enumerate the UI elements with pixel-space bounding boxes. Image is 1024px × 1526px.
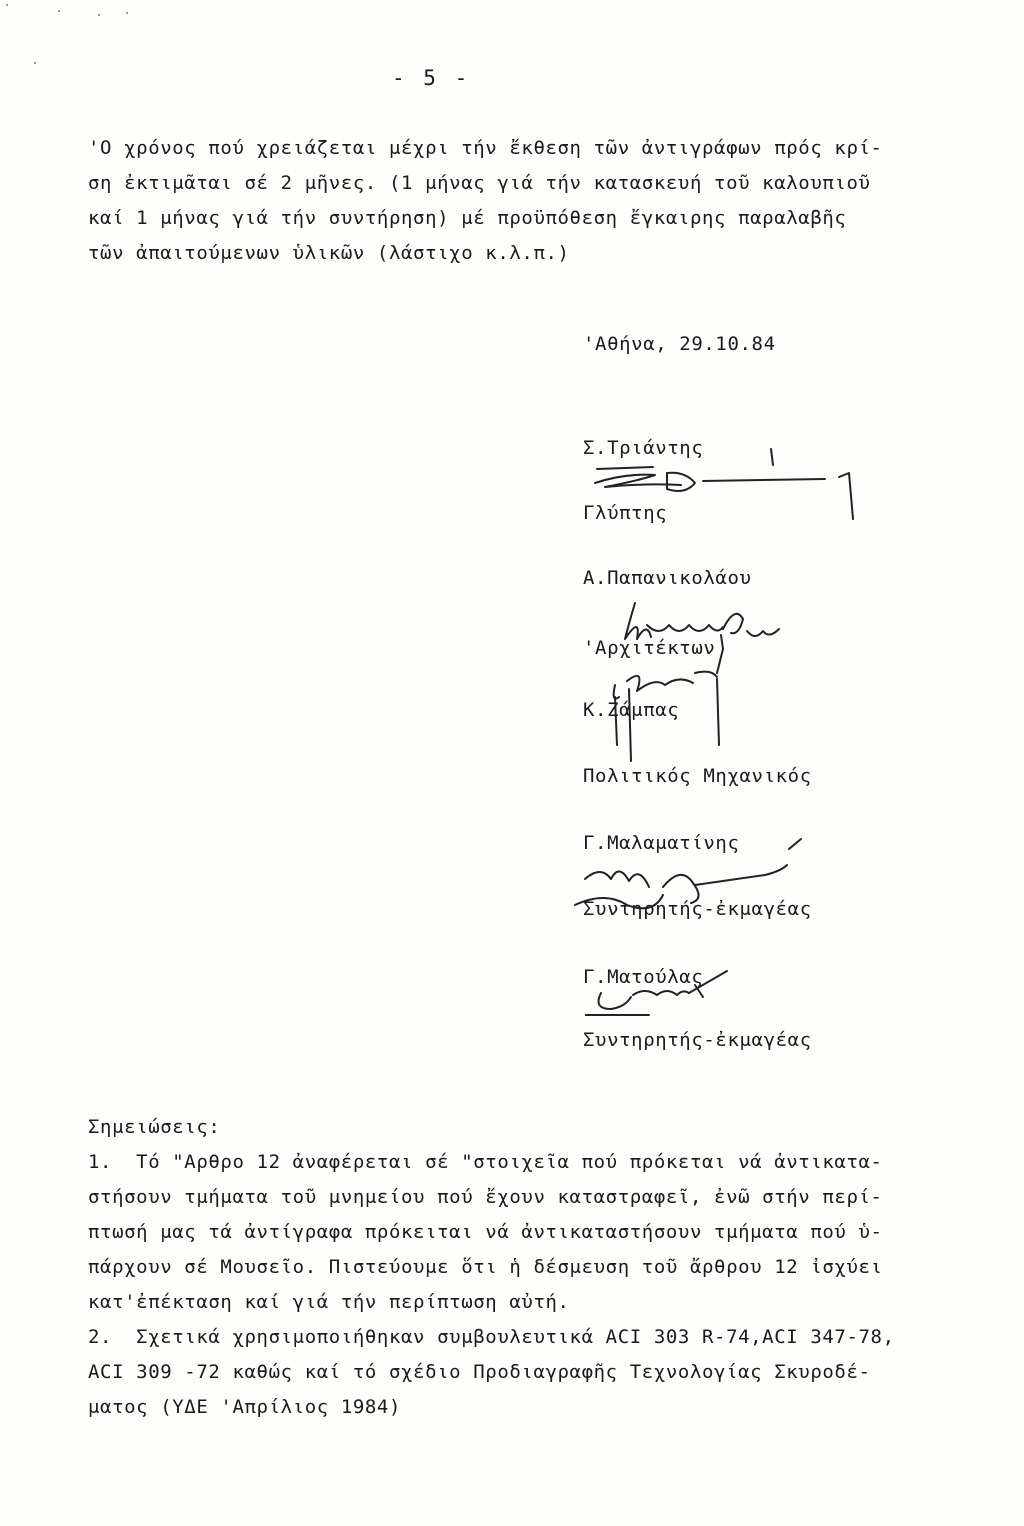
note-line: 2. Σχετικά χρησιμοποιήθηκαν συμβουλευτικά ACI 303 R-74,ACI 347-78,	[88, 1326, 895, 1348]
signatory-name: Α.Παπανικολάου	[583, 567, 752, 589]
signatory-role: 'Αρχιτέκτων	[583, 637, 716, 659]
signatory-name: Γ.Μαλαματίνης	[583, 832, 740, 854]
intro-line: τῶν ἀπαιτούμενων ὑλικῶν (λάστιχο κ.λ.π.)	[88, 242, 570, 264]
note-line: πάρχουν σέ Μουσεῖο. Πιστεύουμε ὅτι ἡ δέσμευση τοῦ ἄρθρου 12 ἰσχύει	[88, 1256, 883, 1278]
note-line: κατ'ἐπέκταση καί γιά τήν περίπτωση αὐτή.	[88, 1291, 570, 1313]
place-date: 'Αθήνα, 29.10.84	[583, 333, 776, 355]
signatory-role: Συντηρητής-ἐκμαγέας	[583, 898, 812, 920]
note-line: ματος (ΥΔΕ 'Απρίλιος 1984)	[88, 1396, 402, 1418]
intro-line: ση ἐκτιμᾶται σέ 2 μῆνες. (1 μήνας γιά τήν κατασκευή τοῦ καλουπιοῦ	[88, 172, 871, 194]
signatory-name: Σ.Τριάντης	[583, 437, 704, 459]
note-line: στήσουν τμήματα τοῦ μνημείου πού ἔχουν καταστραφεῖ, ἐνῶ στήν περί-	[88, 1186, 883, 1208]
signatory-name: Γ.Ματούλας	[583, 966, 704, 988]
intro-line: 'Ο χρόνος πού χρειάζεται μέχρι τήν ἔκθεση τῶν ἀντιγράφων πρός κρί-	[88, 137, 883, 159]
note-line: πτωσή μας τά ἀντίγραφα πρόκειται νά ἀντικαταστήσουν τμήματα πού ὑ-	[88, 1221, 883, 1243]
note-line: ACI 309 -72 καθώς καί τό σχέδιο Προδιαγραφῆς Τεχνολογίας Σκυροδέ-	[88, 1361, 871, 1383]
signatory-role: Πολιτικός Μηχανικός	[583, 765, 812, 787]
signatory-role: Γλύπτης	[583, 502, 668, 524]
page-number: - 5 -	[392, 66, 471, 90]
intro-line: καί 1 μήνας γιά τήν συντήρηση) μέ προϋπόθεση ἔγκαιρης παραλαβῆς	[88, 207, 847, 229]
signatory-name: Κ.Ζάμπας	[583, 699, 680, 721]
signatory-role: Συντηρητής-ἐκμαγέας	[583, 1029, 812, 1051]
note-line: 1. Τό "Αρθρο 12 ἀναφέρεται σέ "στοιχεῖα πού πρόκεται νά ἀντικατα-	[88, 1151, 883, 1173]
notes-heading: Σημειώσεις:	[88, 1116, 221, 1138]
signature-papanikolaou	[585, 585, 825, 775]
